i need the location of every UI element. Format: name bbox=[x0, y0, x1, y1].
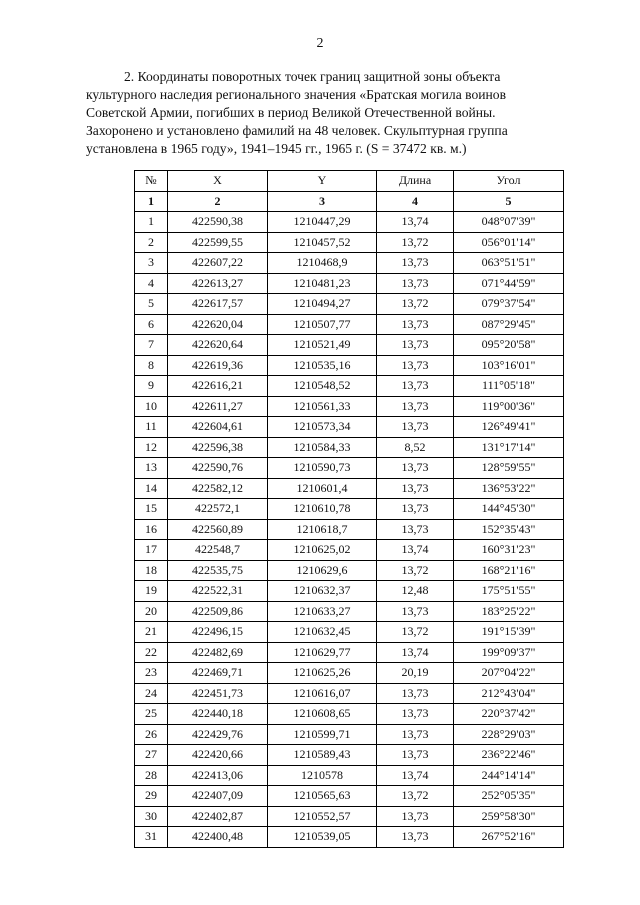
point-number-cell: 18 bbox=[135, 560, 168, 581]
y-coordinate-cell: 1210625,26 bbox=[268, 663, 377, 684]
table-row bbox=[135, 314, 564, 335]
table-body bbox=[135, 191, 564, 847]
table-row bbox=[135, 417, 564, 438]
length-cell: 13,73 bbox=[377, 396, 454, 417]
angle-cell: 175°51'55" bbox=[454, 581, 564, 602]
table-row bbox=[135, 499, 564, 520]
column-index-cell: 1 bbox=[135, 191, 168, 212]
angle-cell: 056°01'14" bbox=[454, 232, 564, 253]
length-cell: 13,73 bbox=[377, 335, 454, 356]
point-number-cell: 12 bbox=[135, 437, 168, 458]
heading-line: 2. Координаты поворотных точек границ защитной зоны объекта bbox=[124, 69, 501, 84]
column-header-x: X bbox=[168, 171, 268, 192]
x-coordinate-cell: 422590,76 bbox=[168, 458, 268, 479]
y-coordinate-cell: 1210601,4 bbox=[268, 478, 377, 499]
table-header-row bbox=[135, 171, 564, 192]
table-row bbox=[135, 724, 564, 745]
x-coordinate-cell: 422620,04 bbox=[168, 314, 268, 335]
angle-cell: 126°49'41" bbox=[454, 417, 564, 438]
point-number-cell: 23 bbox=[135, 663, 168, 684]
angle-cell: 048°07'39" bbox=[454, 212, 564, 233]
angle-cell: 128°59'55" bbox=[454, 458, 564, 479]
x-coordinate-cell: 422509,86 bbox=[168, 601, 268, 622]
length-cell: 13,73 bbox=[377, 724, 454, 745]
section-heading bbox=[86, 68, 574, 158]
table-row bbox=[135, 663, 564, 684]
table-row bbox=[135, 437, 564, 458]
point-number-cell: 4 bbox=[135, 273, 168, 294]
point-number-cell: 19 bbox=[135, 581, 168, 602]
y-coordinate-cell: 1210573,34 bbox=[268, 417, 377, 438]
angle-cell: 259°58'30" bbox=[454, 806, 564, 827]
x-coordinate-cell: 422413,06 bbox=[168, 765, 268, 786]
y-coordinate-cell: 1210590,73 bbox=[268, 458, 377, 479]
table-row bbox=[135, 827, 564, 848]
column-index-cell: 2 bbox=[168, 191, 268, 212]
x-coordinate-cell: 422451,73 bbox=[168, 683, 268, 704]
angle-cell: 087°29'45" bbox=[454, 314, 564, 335]
angle-cell: 119°00'36" bbox=[454, 396, 564, 417]
angle-cell: 131°17'14" bbox=[454, 437, 564, 458]
x-coordinate-cell: 422440,18 bbox=[168, 704, 268, 725]
angle-cell: 212°43'04" bbox=[454, 683, 564, 704]
x-coordinate-cell: 422613,27 bbox=[168, 273, 268, 294]
x-coordinate-cell: 422407,09 bbox=[168, 786, 268, 807]
table-row bbox=[135, 745, 564, 766]
y-coordinate-cell: 1210552,57 bbox=[268, 806, 377, 827]
point-number-cell: 17 bbox=[135, 540, 168, 561]
point-number-cell: 11 bbox=[135, 417, 168, 438]
y-coordinate-cell: 1210447,29 bbox=[268, 212, 377, 233]
length-cell: 13,73 bbox=[377, 499, 454, 520]
point-number-cell: 16 bbox=[135, 519, 168, 540]
table-row bbox=[135, 458, 564, 479]
table-row bbox=[135, 273, 564, 294]
table-row bbox=[135, 335, 564, 356]
column-header-y: Y bbox=[268, 171, 377, 192]
angle-cell: 244°14'14" bbox=[454, 765, 564, 786]
length-cell: 13,72 bbox=[377, 294, 454, 315]
length-cell: 13,73 bbox=[377, 683, 454, 704]
table-row bbox=[135, 212, 564, 233]
length-cell: 13,72 bbox=[377, 622, 454, 643]
angle-cell: 228°29'03" bbox=[454, 724, 564, 745]
column-header-number: № bbox=[135, 171, 168, 192]
y-coordinate-cell: 1210632,37 bbox=[268, 581, 377, 602]
angle-cell: 095°20'58" bbox=[454, 335, 564, 356]
length-cell: 13,73 bbox=[377, 253, 454, 274]
x-coordinate-cell: 422400,48 bbox=[168, 827, 268, 848]
table-row bbox=[135, 581, 564, 602]
y-coordinate-cell: 1210521,49 bbox=[268, 335, 377, 356]
angle-cell: 207°04'22" bbox=[454, 663, 564, 684]
table-row bbox=[135, 478, 564, 499]
angle-cell: 152°35'43" bbox=[454, 519, 564, 540]
table-row bbox=[135, 683, 564, 704]
angle-cell: 103°16'01" bbox=[454, 355, 564, 376]
angle-cell: 071°44'59" bbox=[454, 273, 564, 294]
y-coordinate-cell: 1210610,78 bbox=[268, 499, 377, 520]
table-row bbox=[135, 396, 564, 417]
y-coordinate-cell: 1210625,02 bbox=[268, 540, 377, 561]
point-number-cell: 6 bbox=[135, 314, 168, 335]
table-row bbox=[135, 519, 564, 540]
table-row bbox=[135, 294, 564, 315]
column-index-row bbox=[135, 191, 564, 212]
point-number-cell: 8 bbox=[135, 355, 168, 376]
angle-cell: 220°37'42" bbox=[454, 704, 564, 725]
y-coordinate-cell: 1210535,16 bbox=[268, 355, 377, 376]
length-cell: 13,74 bbox=[377, 642, 454, 663]
point-number-cell: 7 bbox=[135, 335, 168, 356]
point-number-cell: 25 bbox=[135, 704, 168, 725]
y-coordinate-cell: 1210561,33 bbox=[268, 396, 377, 417]
length-cell: 13,72 bbox=[377, 786, 454, 807]
length-cell: 13,73 bbox=[377, 806, 454, 827]
length-cell: 13,74 bbox=[377, 212, 454, 233]
y-coordinate-cell: 1210629,77 bbox=[268, 642, 377, 663]
y-coordinate-cell: 1210481,23 bbox=[268, 273, 377, 294]
angle-cell: 199°09'37" bbox=[454, 642, 564, 663]
x-coordinate-cell: 422616,21 bbox=[168, 376, 268, 397]
coordinates-table bbox=[134, 170, 564, 848]
y-coordinate-cell: 1210616,07 bbox=[268, 683, 377, 704]
point-number-cell: 10 bbox=[135, 396, 168, 417]
y-coordinate-cell: 1210468,9 bbox=[268, 253, 377, 274]
point-number-cell: 29 bbox=[135, 786, 168, 807]
table-row bbox=[135, 253, 564, 274]
angle-cell: 267°52'16" bbox=[454, 827, 564, 848]
angle-cell: 183°25'22" bbox=[454, 601, 564, 622]
length-cell: 13,74 bbox=[377, 765, 454, 786]
x-coordinate-cell: 422611,27 bbox=[168, 396, 268, 417]
length-cell: 8,52 bbox=[377, 437, 454, 458]
x-coordinate-cell: 422522,31 bbox=[168, 581, 268, 602]
y-coordinate-cell: 1210507,77 bbox=[268, 314, 377, 335]
x-coordinate-cell: 422590,38 bbox=[168, 212, 268, 233]
length-cell: 13,72 bbox=[377, 560, 454, 581]
point-number-cell: 2 bbox=[135, 232, 168, 253]
y-coordinate-cell: 1210618,7 bbox=[268, 519, 377, 540]
point-number-cell: 24 bbox=[135, 683, 168, 704]
column-header-angle: Угол bbox=[454, 171, 564, 192]
table-row bbox=[135, 765, 564, 786]
angle-cell: 236°22'46" bbox=[454, 745, 564, 766]
x-coordinate-cell: 422429,76 bbox=[168, 724, 268, 745]
x-coordinate-cell: 422560,89 bbox=[168, 519, 268, 540]
x-coordinate-cell: 422596,38 bbox=[168, 437, 268, 458]
table-row bbox=[135, 355, 564, 376]
table-row bbox=[135, 540, 564, 561]
length-cell: 13,73 bbox=[377, 601, 454, 622]
angle-cell: 079°37'54" bbox=[454, 294, 564, 315]
x-coordinate-cell: 422402,87 bbox=[168, 806, 268, 827]
length-cell: 13,73 bbox=[377, 704, 454, 725]
y-coordinate-cell: 1210565,63 bbox=[268, 786, 377, 807]
x-coordinate-cell: 422572,1 bbox=[168, 499, 268, 520]
table-row bbox=[135, 560, 564, 581]
column-index-cell: 4 bbox=[377, 191, 454, 212]
column-index-cell: 3 bbox=[268, 191, 377, 212]
table-row bbox=[135, 232, 564, 253]
point-number-cell: 20 bbox=[135, 601, 168, 622]
angle-cell: 191°15'39" bbox=[454, 622, 564, 643]
column-index-cell: 5 bbox=[454, 191, 564, 212]
x-coordinate-cell: 422617,57 bbox=[168, 294, 268, 315]
angle-cell: 144°45'30" bbox=[454, 499, 564, 520]
length-cell: 13,73 bbox=[377, 827, 454, 848]
point-number-cell: 27 bbox=[135, 745, 168, 766]
angle-cell: 252°05'35" bbox=[454, 786, 564, 807]
x-coordinate-cell: 422420,66 bbox=[168, 745, 268, 766]
y-coordinate-cell: 1210608,65 bbox=[268, 704, 377, 725]
length-cell: 13,73 bbox=[377, 417, 454, 438]
y-coordinate-cell: 1210632,45 bbox=[268, 622, 377, 643]
column-header-length: Длина bbox=[377, 171, 454, 192]
length-cell: 13,74 bbox=[377, 540, 454, 561]
page-number: 2 bbox=[316, 36, 324, 51]
table-row bbox=[135, 601, 564, 622]
x-coordinate-cell: 422599,55 bbox=[168, 232, 268, 253]
y-coordinate-cell: 1210548,52 bbox=[268, 376, 377, 397]
length-cell: 13,72 bbox=[377, 232, 454, 253]
table-row bbox=[135, 622, 564, 643]
point-number-cell: 15 bbox=[135, 499, 168, 520]
point-number-cell: 9 bbox=[135, 376, 168, 397]
point-number-cell: 21 bbox=[135, 622, 168, 643]
heading-line: Захоронено и установлено фамилий на 48 человек. Скульптурная группа bbox=[86, 123, 508, 138]
length-cell: 13,73 bbox=[377, 314, 454, 335]
length-cell: 20,19 bbox=[377, 663, 454, 684]
y-coordinate-cell: 1210494,27 bbox=[268, 294, 377, 315]
angle-cell: 160°31'23" bbox=[454, 540, 564, 561]
angle-cell: 111°05'18" bbox=[454, 376, 564, 397]
table-row bbox=[135, 786, 564, 807]
length-cell: 13,73 bbox=[377, 355, 454, 376]
x-coordinate-cell: 422496,15 bbox=[168, 622, 268, 643]
point-number-cell: 13 bbox=[135, 458, 168, 479]
angle-cell: 136°53'22" bbox=[454, 478, 564, 499]
table-row bbox=[135, 642, 564, 663]
x-coordinate-cell: 422604,61 bbox=[168, 417, 268, 438]
point-number-cell: 26 bbox=[135, 724, 168, 745]
point-number-cell: 14 bbox=[135, 478, 168, 499]
y-coordinate-cell: 1210629,6 bbox=[268, 560, 377, 581]
x-coordinate-cell: 422469,71 bbox=[168, 663, 268, 684]
heading-line: установлена в 1965 году», 1941–1945 гг., 1965 г. (S = 37472 кв. м.) bbox=[86, 141, 467, 156]
point-number-cell: 31 bbox=[135, 827, 168, 848]
table-row bbox=[135, 376, 564, 397]
y-coordinate-cell: 1210589,43 bbox=[268, 745, 377, 766]
length-cell: 13,73 bbox=[377, 478, 454, 499]
length-cell: 13,73 bbox=[377, 519, 454, 540]
table-row bbox=[135, 806, 564, 827]
x-coordinate-cell: 422619,36 bbox=[168, 355, 268, 376]
point-number-cell: 5 bbox=[135, 294, 168, 315]
x-coordinate-cell: 422535,75 bbox=[168, 560, 268, 581]
y-coordinate-cell: 1210578 bbox=[268, 765, 377, 786]
x-coordinate-cell: 422620,64 bbox=[168, 335, 268, 356]
x-coordinate-cell: 422548,7 bbox=[168, 540, 268, 561]
heading-line: Советской Армии, погибших в период Великой Отечественной войны. bbox=[86, 105, 496, 120]
length-cell: 13,73 bbox=[377, 458, 454, 479]
x-coordinate-cell: 422607,22 bbox=[168, 253, 268, 274]
y-coordinate-cell: 1210539,05 bbox=[268, 827, 377, 848]
point-number-cell: 28 bbox=[135, 765, 168, 786]
length-cell: 13,73 bbox=[377, 273, 454, 294]
length-cell: 13,73 bbox=[377, 376, 454, 397]
y-coordinate-cell: 1210584,33 bbox=[268, 437, 377, 458]
y-coordinate-cell: 1210599,71 bbox=[268, 724, 377, 745]
x-coordinate-cell: 422482,69 bbox=[168, 642, 268, 663]
point-number-cell: 30 bbox=[135, 806, 168, 827]
point-number-cell: 3 bbox=[135, 253, 168, 274]
y-coordinate-cell: 1210633,27 bbox=[268, 601, 377, 622]
point-number-cell: 22 bbox=[135, 642, 168, 663]
angle-cell: 063°51'51" bbox=[454, 253, 564, 274]
table-row bbox=[135, 704, 564, 725]
point-number-cell: 1 bbox=[135, 212, 168, 233]
y-coordinate-cell: 1210457,52 bbox=[268, 232, 377, 253]
length-cell: 13,73 bbox=[377, 745, 454, 766]
angle-cell: 168°21'16" bbox=[454, 560, 564, 581]
length-cell: 12,48 bbox=[377, 581, 454, 602]
x-coordinate-cell: 422582,12 bbox=[168, 478, 268, 499]
heading-line: культурного наследия регионального значения «Братская могила воинов bbox=[86, 87, 507, 102]
